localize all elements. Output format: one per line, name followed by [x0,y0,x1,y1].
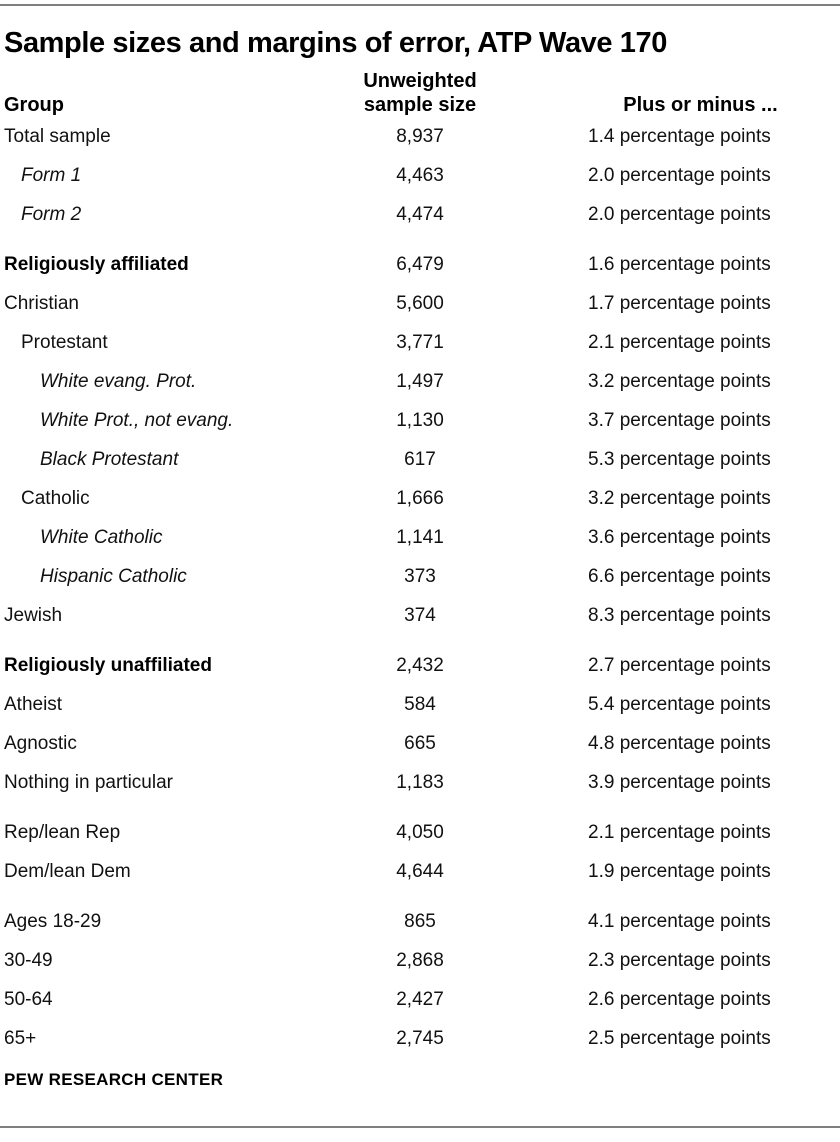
group-label-cell: Religiously unaffiliated [4,655,212,676]
margin-of-error-cell: 2.1 percentage points [588,822,771,843]
table-row [0,479,840,518]
margin-of-error-cell: 2.0 percentage points [588,165,771,186]
sample-size-cell: 865 [404,911,436,932]
sample-size-cell: 373 [404,566,436,587]
group-label-cell: Black Protestant [40,449,179,470]
table-row [0,646,840,685]
margin-of-error-cell: 3.7 percentage points [588,410,771,431]
table-row [0,362,840,401]
page-title: Sample sizes and margins of error, ATP Wave 170 [4,27,667,59]
group-label-cell: 30-49 [4,950,53,971]
sample-size-cell: 584 [404,694,436,715]
group-label-cell: Atheist [4,694,63,715]
group-label-cell: White Prot., not evang. [40,410,234,431]
margin-of-error-cell: 1.7 percentage points [588,293,771,314]
table-row [0,557,840,596]
margin-of-error-cell: 4.8 percentage points [588,733,771,754]
margin-of-error-cell: 5.3 percentage points [588,449,771,470]
sample-size-cell: 2,432 [396,655,444,676]
margin-of-error-cell: 8.3 percentage points [588,605,771,626]
sample-size-cell: 1,130 [396,410,444,431]
margin-of-error-cell: 6.6 percentage points [588,566,771,587]
sample-size-cell: 1,666 [396,488,444,509]
margin-of-error-cell: 1.6 percentage points [588,254,771,275]
sample-size-cell: 3,771 [396,332,444,353]
table-row [0,284,840,323]
table-figure [0,4,840,1128]
group-label-cell: Agnostic [4,733,77,754]
sample-size-cell: 4,644 [396,861,444,882]
table-row [0,813,840,852]
group-label-cell: Total sample [4,126,111,147]
table-row [0,941,840,980]
bottom-rule [0,1126,840,1128]
source-footer: PEW RESEARCH CENTER [4,1070,224,1089]
margin-of-error-cell: 2.1 percentage points [588,332,771,353]
sample-size-cell: 374 [404,605,436,626]
table-row [0,980,840,1019]
column-header-sample-size-line2: sample size [363,94,477,116]
table-row [0,724,840,763]
table-row [0,518,840,557]
margin-of-error-cell: 4.1 percentage points [588,911,771,932]
group-label-cell: Dem/lean Dem [4,861,131,882]
group-label-cell: 65+ [4,1028,37,1049]
table-row [0,117,840,156]
table-header-row [0,69,840,117]
table-row [0,596,840,635]
group-label-cell: Form 1 [21,165,82,186]
group-label-cell: Form 2 [21,204,82,225]
column-header-sample-size-line1: Unweighted [363,70,477,92]
sample-size-cell: 2,745 [396,1028,444,1049]
table-row [0,323,840,362]
top-rule [0,4,840,6]
group-label-cell: White Catholic [40,527,163,548]
margin-of-error-cell: 2.3 percentage points [588,950,771,971]
group-label-cell: Protestant [21,332,108,353]
sample-size-cell: 1,141 [396,527,444,548]
sample-size-cell: 8,937 [396,126,444,147]
column-header-sample-size [330,69,510,117]
column-header-plus-or-minus: Plus or minus ... [623,94,778,116]
group-label-cell: 50-64 [4,989,53,1010]
group-label-cell: Catholic [21,488,90,509]
column-header-group: Group [4,94,64,116]
sample-size-cell: 2,868 [396,950,444,971]
table-body [0,117,840,1058]
margin-of-error-cell: 1.9 percentage points [588,861,771,882]
table-row [0,902,840,941]
group-label-cell: Ages 18-29 [4,911,102,932]
sample-size-cell: 5,600 [396,293,444,314]
table-row [0,685,840,724]
margin-of-error-cell: 2.6 percentage points [588,989,771,1010]
group-label-cell: Christian [4,293,79,314]
margin-of-error-cell: 3.2 percentage points [588,488,771,509]
table-row [0,1019,840,1058]
sample-size-cell: 665 [404,733,436,754]
margin-of-error-cell: 2.0 percentage points [588,204,771,225]
margin-of-error-cell: 5.4 percentage points [588,694,771,715]
table-row [0,763,840,802]
group-label-cell: White evang. Prot. [40,371,197,392]
table-row [0,440,840,479]
group-label-cell: Nothing in particular [4,772,173,793]
sample-size-cell: 4,050 [396,822,444,843]
margin-of-error-cell: 3.2 percentage points [588,371,771,392]
table-row [0,852,840,891]
group-label-cell: Hispanic Catholic [40,566,187,587]
margin-of-error-cell: 2.5 percentage points [588,1028,771,1049]
sample-size-cell: 2,427 [396,989,444,1010]
table-row [0,401,840,440]
group-label-cell: Religiously affiliated [4,254,189,275]
sample-size-cell: 4,474 [396,204,444,225]
table-row [0,156,840,195]
group-label-cell: Jewish [4,605,63,626]
sample-size-cell: 4,463 [396,165,444,186]
sample-size-cell: 6,479 [396,254,444,275]
margin-of-error-cell: 2.7 percentage points [588,655,771,676]
table-row [0,195,840,234]
group-label-cell: Rep/lean Rep [4,822,121,843]
table-row [0,245,840,284]
margin-of-error-cell: 1.4 percentage points [588,126,771,147]
sample-size-cell: 617 [404,449,436,470]
sample-size-cell: 1,183 [396,772,444,793]
margin-of-error-cell: 3.6 percentage points [588,527,771,548]
sample-size-cell: 1,497 [396,371,444,392]
margin-of-error-cell: 3.9 percentage points [588,772,771,793]
